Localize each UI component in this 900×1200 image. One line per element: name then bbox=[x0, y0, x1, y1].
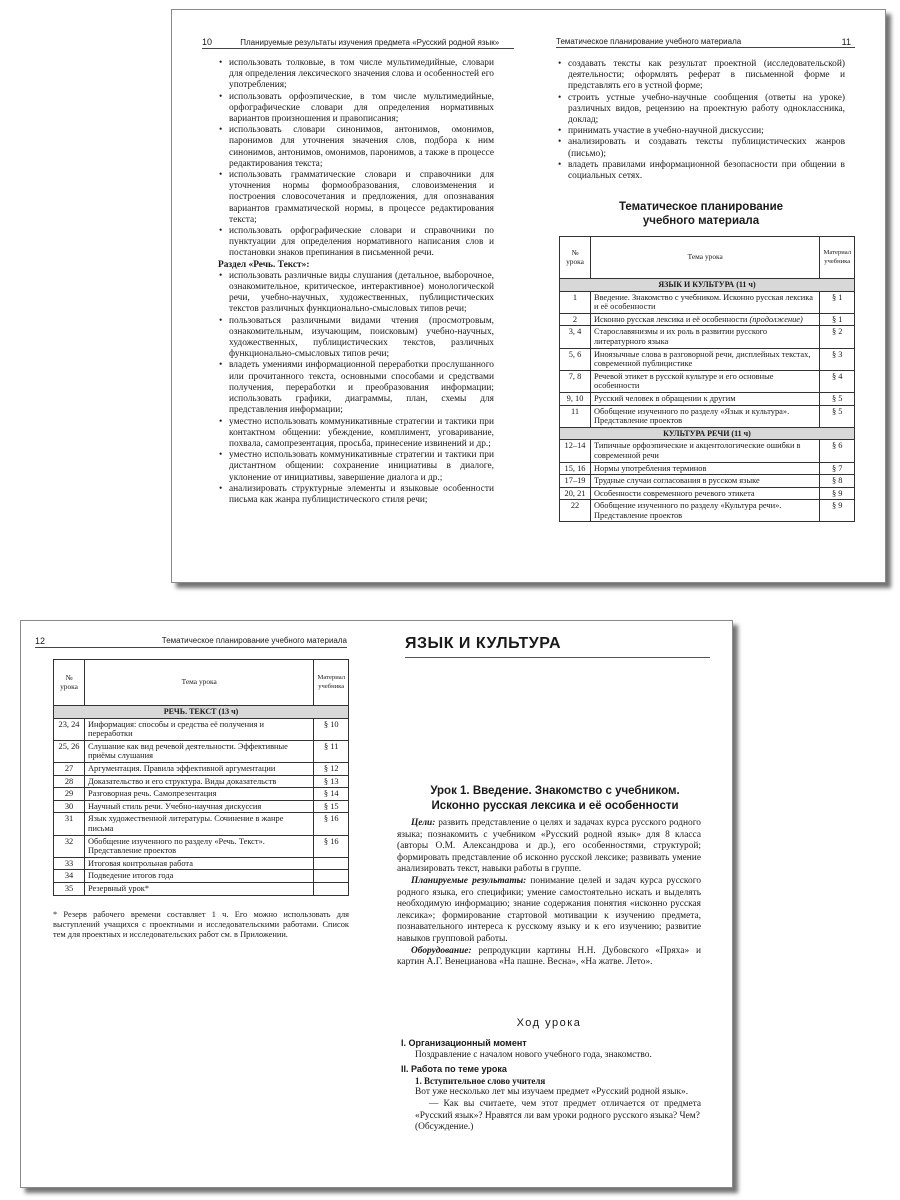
goals-text: развить представление о целях и задачах курса русского родного языка; познакомить с учебником «Русский родной язык» для 8 класса (авторы О.М. Александрова и др.), его особенностями, структурой; формировать представление об исконно русской лексике; развивать умение анализировать текст, навыки работы в группе. bbox=[397, 818, 701, 875]
textbook-paragraph bbox=[314, 857, 349, 870]
lesson-title-line-1: Урок 1. Введение. Знакомство с учебником. bbox=[430, 785, 680, 797]
results-paragraph bbox=[397, 876, 701, 946]
lesson-number: 3, 4 bbox=[560, 326, 591, 348]
lesson-topic-text: Речевой этикет в русской культуре и его основные особенности bbox=[594, 371, 774, 391]
lesson-topic bbox=[85, 788, 314, 801]
list-item: • использовать грамматические словари и справочники для уточнения нормы формообразования, словоизменения и построения словосочетания и предложения, для опознавания вариантов грамматической нормы, в процессе редактирования текста; bbox=[218, 170, 494, 226]
lesson-topic bbox=[591, 405, 820, 427]
table-row bbox=[54, 800, 349, 813]
col-header-material: Материал учебника bbox=[820, 237, 855, 279]
lesson-title-line-2: Исконно русская лексика и её особенности bbox=[431, 800, 679, 812]
lesson-number: 30 bbox=[54, 800, 85, 813]
running-title: Тематическое планирование учебного материала bbox=[556, 37, 742, 46]
lesson-topic-text: Исконно русская лексика и её особенности bbox=[594, 314, 748, 324]
lesson-number: 33 bbox=[54, 857, 85, 870]
lesson-progress bbox=[401, 1038, 701, 1134]
lesson-topic-text: Особенности современного речевого этикета bbox=[594, 488, 755, 498]
lesson-topic-text: Введение. Знакомство с учебником. Исконно русская лексика и её особенности bbox=[594, 292, 813, 312]
table-row bbox=[560, 500, 855, 522]
list-item: • уместно использовать коммуникативные стратегии и тактики при дистантном общении: сохранение инициативы в диалоге, уклонение от инициативы, завершение диалога и др.; bbox=[218, 450, 494, 484]
stage-1-heading: I. Организационный момент bbox=[401, 1038, 527, 1048]
footnote: * Резерв рабочего времени составляет 1 ч. Его можно использовать для выступлений учащихся с проектными и исследовательскими работами. Список тем для проектных и исследовательских работ см. в Приложении. bbox=[53, 910, 349, 939]
table-row bbox=[54, 870, 349, 883]
lesson-topic bbox=[591, 500, 820, 522]
table-group-row bbox=[560, 427, 855, 440]
running-title: Планируемые результаты изучения предмета «Русский родной язык» bbox=[240, 38, 500, 47]
table-row bbox=[54, 835, 349, 857]
lesson-topic-text: Итоговая контрольная работа bbox=[88, 858, 193, 868]
list-item: • использовать словари синонимов, антонимов, омонимов, паронимов для уточнения значения слов, подбора к ним синонимов, антонимов, омонимов, паронимов, а также в процессе редактирования текста; bbox=[218, 125, 494, 170]
table-row bbox=[54, 775, 349, 788]
table-row bbox=[560, 462, 855, 475]
list-item: • владеть умениями информационной переработки прослушанного или прочитанного текста, основными способами и средствами получения, переработки и преобразования информации; использовать графики, диаграммы, план, схемы для представления информации; bbox=[218, 360, 494, 416]
lesson-number: 22 bbox=[560, 500, 591, 522]
lesson-topic-text: Подведение итогов года bbox=[88, 871, 174, 881]
list-item: • использовать орфоэпические, в том числе мультимедийные, орфографические словари для определения нормативных вариантов произношения и правописания; bbox=[218, 92, 494, 126]
book-spread-pages-10-11 bbox=[171, 9, 886, 583]
goals-paragraph bbox=[397, 818, 701, 876]
col-header-topic: Тема урока bbox=[85, 660, 314, 706]
goals-label: Цели: bbox=[411, 818, 436, 828]
lesson-topic bbox=[85, 813, 314, 835]
lesson-number: 31 bbox=[54, 813, 85, 835]
list-item: • анализировать и создавать тексты публицистических жанров (письмо); bbox=[557, 137, 845, 159]
lesson-topic bbox=[591, 475, 820, 488]
textbook-paragraph: § 16 bbox=[314, 835, 349, 857]
lesson-number: 9, 10 bbox=[560, 392, 591, 405]
lesson-topic bbox=[85, 882, 314, 895]
page-header bbox=[556, 37, 855, 48]
lesson-number: 34 bbox=[54, 870, 85, 883]
textbook-paragraph: § 16 bbox=[314, 813, 349, 835]
list-item: • использовать толковые, в том числе мультимедийные, словари для определения лексического значения слова и особенностей его употребления; bbox=[218, 58, 494, 92]
table-row bbox=[54, 762, 349, 775]
lesson-topic-text: Нормы употребления терминов bbox=[594, 463, 707, 473]
lesson-topic bbox=[591, 326, 820, 348]
textbook-paragraph: § 13 bbox=[314, 775, 349, 788]
table-row bbox=[54, 718, 349, 740]
textbook-paragraph: § 8 bbox=[820, 475, 855, 488]
section-banner bbox=[405, 635, 710, 658]
textbook-paragraph: § 6 bbox=[820, 440, 855, 462]
lesson-topic bbox=[591, 487, 820, 500]
lesson-topic bbox=[85, 835, 314, 857]
lesson-topic-text: Научный стиль речи. Учебно-научная дискуссия bbox=[88, 801, 262, 811]
lesson-number: 2 bbox=[560, 313, 591, 326]
table-row bbox=[54, 813, 349, 835]
table-row bbox=[560, 487, 855, 500]
page-10 bbox=[172, 10, 528, 582]
lesson-topic bbox=[85, 762, 314, 775]
page-13 bbox=[367, 621, 732, 1187]
lesson-number: 11 bbox=[560, 405, 591, 427]
table-row bbox=[54, 740, 349, 762]
table-row bbox=[560, 313, 855, 326]
stage-1-text: Поздравление с началом нового учебного года, знакомство. bbox=[415, 1049, 652, 1060]
lesson-topic-text: Информация: способы и средства её получения и переработки bbox=[88, 719, 265, 739]
list-item: • владеть правилами информационной безопасности при общении в социальных сетях. bbox=[557, 160, 845, 182]
results-label: Планируемые результаты: bbox=[411, 875, 527, 886]
page-number: 12 bbox=[35, 636, 46, 646]
lesson-topic-text: Старославянизмы и их роль в развитии русского литературного языка bbox=[594, 327, 768, 346]
lesson-topic bbox=[591, 348, 820, 370]
lesson-topic-text: Доказательство и его структура. Виды доказательств bbox=[88, 776, 277, 786]
table-group-row bbox=[560, 279, 855, 292]
discussion-note: (Обсуждение.) bbox=[415, 1122, 474, 1133]
table-row bbox=[560, 392, 855, 405]
lesson-topic-text: Разговорная речь. Самопрезентация bbox=[88, 789, 217, 799]
table-row bbox=[54, 857, 349, 870]
lesson-topic-text: Аргументация. Правила эффективной аргументации bbox=[88, 763, 276, 773]
textbook-paragraph: § 5 bbox=[820, 392, 855, 405]
lesson-number: 25, 26 bbox=[54, 740, 85, 762]
col-header-material: Материал учебника bbox=[314, 660, 349, 706]
substage-1-heading: 1. Вступительное слово учителя bbox=[415, 1075, 546, 1086]
lesson-topic-text: Русский человек в обращении к другим bbox=[594, 393, 736, 403]
table-row bbox=[54, 788, 349, 801]
textbook-paragraph: § 1 bbox=[820, 291, 855, 313]
lesson-number: 5, 6 bbox=[560, 348, 591, 370]
textbook-paragraph bbox=[314, 882, 349, 895]
lesson-number: 35 bbox=[54, 882, 85, 895]
running-title: Тематическое планирование учебного материала bbox=[161, 636, 347, 645]
lesson-topic-text: Слушание как вид речевой деятельности. Эффективные приёмы слушания bbox=[88, 741, 288, 761]
lesson-topic-text: Обобщение изученного по разделу «Культура речи». Представление проектов bbox=[594, 501, 782, 520]
group-title: РЕЧЬ. ТЕКСТ (13 ч) bbox=[54, 706, 349, 719]
lesson-topic bbox=[85, 718, 314, 740]
list-item: • использовать различные виды слушания (детальное, выборочное, ознакомительное, критическое, интерактивное) монологической речи, учебно-научных, художественных, публицистических текстов различных функционально-смысловых типов речи; bbox=[218, 271, 494, 316]
lesson-number: 28 bbox=[54, 775, 85, 788]
lesson-topic bbox=[85, 740, 314, 762]
lesson-topic bbox=[85, 800, 314, 813]
table-row bbox=[560, 440, 855, 462]
list-item: • строить устные учебно-научные сообщения (ответы на уроке) различных видов, рецензию на проектную работу одноклассника, доклад; bbox=[557, 93, 845, 127]
page-header bbox=[202, 37, 514, 49]
list-item: • принимать участие в учебно-научной дискуссии; bbox=[557, 126, 845, 137]
col-header-topic: Тема урока bbox=[591, 237, 820, 279]
table-row bbox=[54, 882, 349, 895]
lesson-number: 17–19 bbox=[560, 475, 591, 488]
lesson-topic bbox=[591, 313, 820, 326]
lesson-plan-table bbox=[53, 659, 349, 896]
table-row bbox=[560, 475, 855, 488]
group-title: КУЛЬТУРА РЕЧИ (11 ч) bbox=[560, 427, 855, 440]
textbook-paragraph: § 9 bbox=[820, 500, 855, 522]
table-row bbox=[560, 326, 855, 348]
lesson-topic-text: Трудные случаи согласования в русском языке bbox=[594, 476, 760, 486]
lesson-topic bbox=[591, 392, 820, 405]
page-number: 11 bbox=[841, 37, 851, 47]
lesson-topic bbox=[85, 775, 314, 788]
lesson-number: 23, 24 bbox=[54, 718, 85, 740]
title-line-1: Тематическое планирование bbox=[618, 201, 784, 213]
lesson-topic bbox=[591, 440, 820, 462]
textbook-paragraph: § 14 bbox=[314, 788, 349, 801]
lesson-number: 1 bbox=[560, 291, 591, 313]
lesson-number: 7, 8 bbox=[560, 370, 591, 392]
textbook-paragraph: § 15 bbox=[314, 800, 349, 813]
page-header bbox=[35, 636, 347, 648]
textbook-paragraph bbox=[314, 870, 349, 883]
lesson-topic-text: Обобщение изученного по разделу «Язык и культура». Представление проектов bbox=[594, 406, 790, 426]
lesson-plan-table bbox=[559, 236, 855, 522]
lesson-topic bbox=[85, 857, 314, 870]
lesson-topic-text: Типичные орфоэпические и акцентологические ошибки в современной речи bbox=[594, 441, 801, 460]
page-number: 10 bbox=[202, 37, 213, 47]
bullet-list-speech-text bbox=[218, 271, 494, 506]
lesson-topic-text: Язык художественной литературы. Сочинение в жанре письма bbox=[88, 814, 284, 833]
list-item: • анализировать структурные элементы и языковые особенности письма как жанра публицистического стиля речи; bbox=[218, 484, 494, 506]
progress-title: Ход урока bbox=[516, 1017, 582, 1029]
bullet-list-dictionaries bbox=[218, 58, 494, 260]
textbook-paragraph: § 3 bbox=[820, 348, 855, 370]
lesson-topic bbox=[591, 291, 820, 313]
lesson-topic-text: Резервный урок* bbox=[88, 883, 150, 893]
table-group-row bbox=[54, 706, 349, 719]
lesson-topic bbox=[85, 870, 314, 883]
group-title: ЯЗЫК И КУЛЬТУРА (11 ч) bbox=[560, 279, 855, 292]
bullet-list-projects bbox=[557, 59, 845, 182]
list-item: • уместно использовать коммуникативные стратегии и тактики при контактном общении: убеждение, комплимент, уговаривание, похвала, самопрезентация, просьба, принесение извинений и др.; bbox=[218, 417, 494, 451]
textbook-paragraph: § 11 bbox=[314, 740, 349, 762]
lesson-topic bbox=[591, 370, 820, 392]
lesson-topic-note: (продолжение) bbox=[749, 314, 803, 324]
title-line-2: учебного материала bbox=[642, 215, 760, 227]
stage-2-heading: II. Работа по теме урока bbox=[401, 1064, 507, 1075]
lesson-number: 15, 16 bbox=[560, 462, 591, 475]
lesson-topic-text: Иноязычные слова в разговорной речи, дисплейных текстах, современной публицистике bbox=[594, 349, 811, 369]
lesson-topic-text: Обобщение изученного по разделу «Речь. Текст». Представление проектов bbox=[88, 836, 265, 856]
section-title: ЯЗЫК И КУЛЬТУРА bbox=[405, 635, 562, 652]
col-header-number: № урока bbox=[560, 237, 591, 279]
lesson-number: 20, 21 bbox=[560, 487, 591, 500]
textbook-paragraph: § 1 bbox=[820, 313, 855, 326]
lesson-intro bbox=[397, 818, 701, 969]
lesson-number: 12–14 bbox=[560, 440, 591, 462]
list-item: • использовать орфографические словари и справочники по пунктуации для определения нормативного написания слов и постановки знаков препинания в письменной речи. bbox=[218, 226, 494, 260]
lesson-number: 27 bbox=[54, 762, 85, 775]
page-12 bbox=[21, 621, 367, 1187]
table-row bbox=[560, 405, 855, 427]
page-11 bbox=[528, 10, 885, 582]
question-text: — Как вы считаете, чем этот предмет отличается от предмета «Русский язык»? Нравятся ли вам уроки родного русского языка? Чем? bbox=[415, 1098, 701, 1121]
table-row bbox=[560, 291, 855, 313]
lesson-number: 32 bbox=[54, 835, 85, 857]
textbook-paragraph: § 5 bbox=[820, 405, 855, 427]
list-item: • создавать тексты как результат проектной (исследовательской) деятельности; оформлять реферат в письменной форме и представлять его в устной форме; bbox=[557, 59, 845, 93]
equipment-label: Оборудование: bbox=[411, 945, 472, 956]
textbook-paragraph: § 12 bbox=[314, 762, 349, 775]
lesson-topic bbox=[591, 462, 820, 475]
lesson-title bbox=[397, 784, 713, 814]
section-title bbox=[557, 200, 845, 228]
table-row bbox=[560, 348, 855, 370]
textbook-paragraph: § 10 bbox=[314, 718, 349, 740]
equipment-text: репродукции картины Н.Н. Дубовского «Пряха» и картин А.Г. Венецианова «На пашне. Весна», «На жатве. Лето». bbox=[397, 945, 701, 968]
textbook-paragraph: § 2 bbox=[820, 326, 855, 348]
table-row bbox=[560, 370, 855, 392]
textbook-paragraph: § 4 bbox=[820, 370, 855, 392]
section-heading: Раздел «Речь. Текст»: bbox=[218, 259, 310, 270]
textbook-paragraph: § 7 bbox=[820, 462, 855, 475]
results-text: понимание целей и задач курса русского родного языка, его специфики; умение самостоятельно искать и выделять необходимую информацию; знание содержания понятия «исконно русская лексика»; формирование стартовой мотивации к изучению предмета, познавательного интереса к русскому языку и к его изучению; развитие навыков групповой работы. bbox=[397, 875, 702, 944]
list-item: • пользоваться различными видами чтения (просмотровым, ознакомительным, изучающим, поисковым) учебно-научных, художественных, публицистических текстов, различных функционально-смысловых типов речи; bbox=[218, 316, 494, 361]
lesson-number: 29 bbox=[54, 788, 85, 801]
equipment-paragraph bbox=[397, 946, 701, 969]
substage-1-text: Вот уже несколько лет мы изучаем предмет «Русский родной язык». bbox=[415, 1087, 689, 1098]
col-header-number: № урока bbox=[54, 660, 85, 706]
book-spread-pages-12-13 bbox=[20, 620, 733, 1188]
textbook-paragraph: § 9 bbox=[820, 487, 855, 500]
